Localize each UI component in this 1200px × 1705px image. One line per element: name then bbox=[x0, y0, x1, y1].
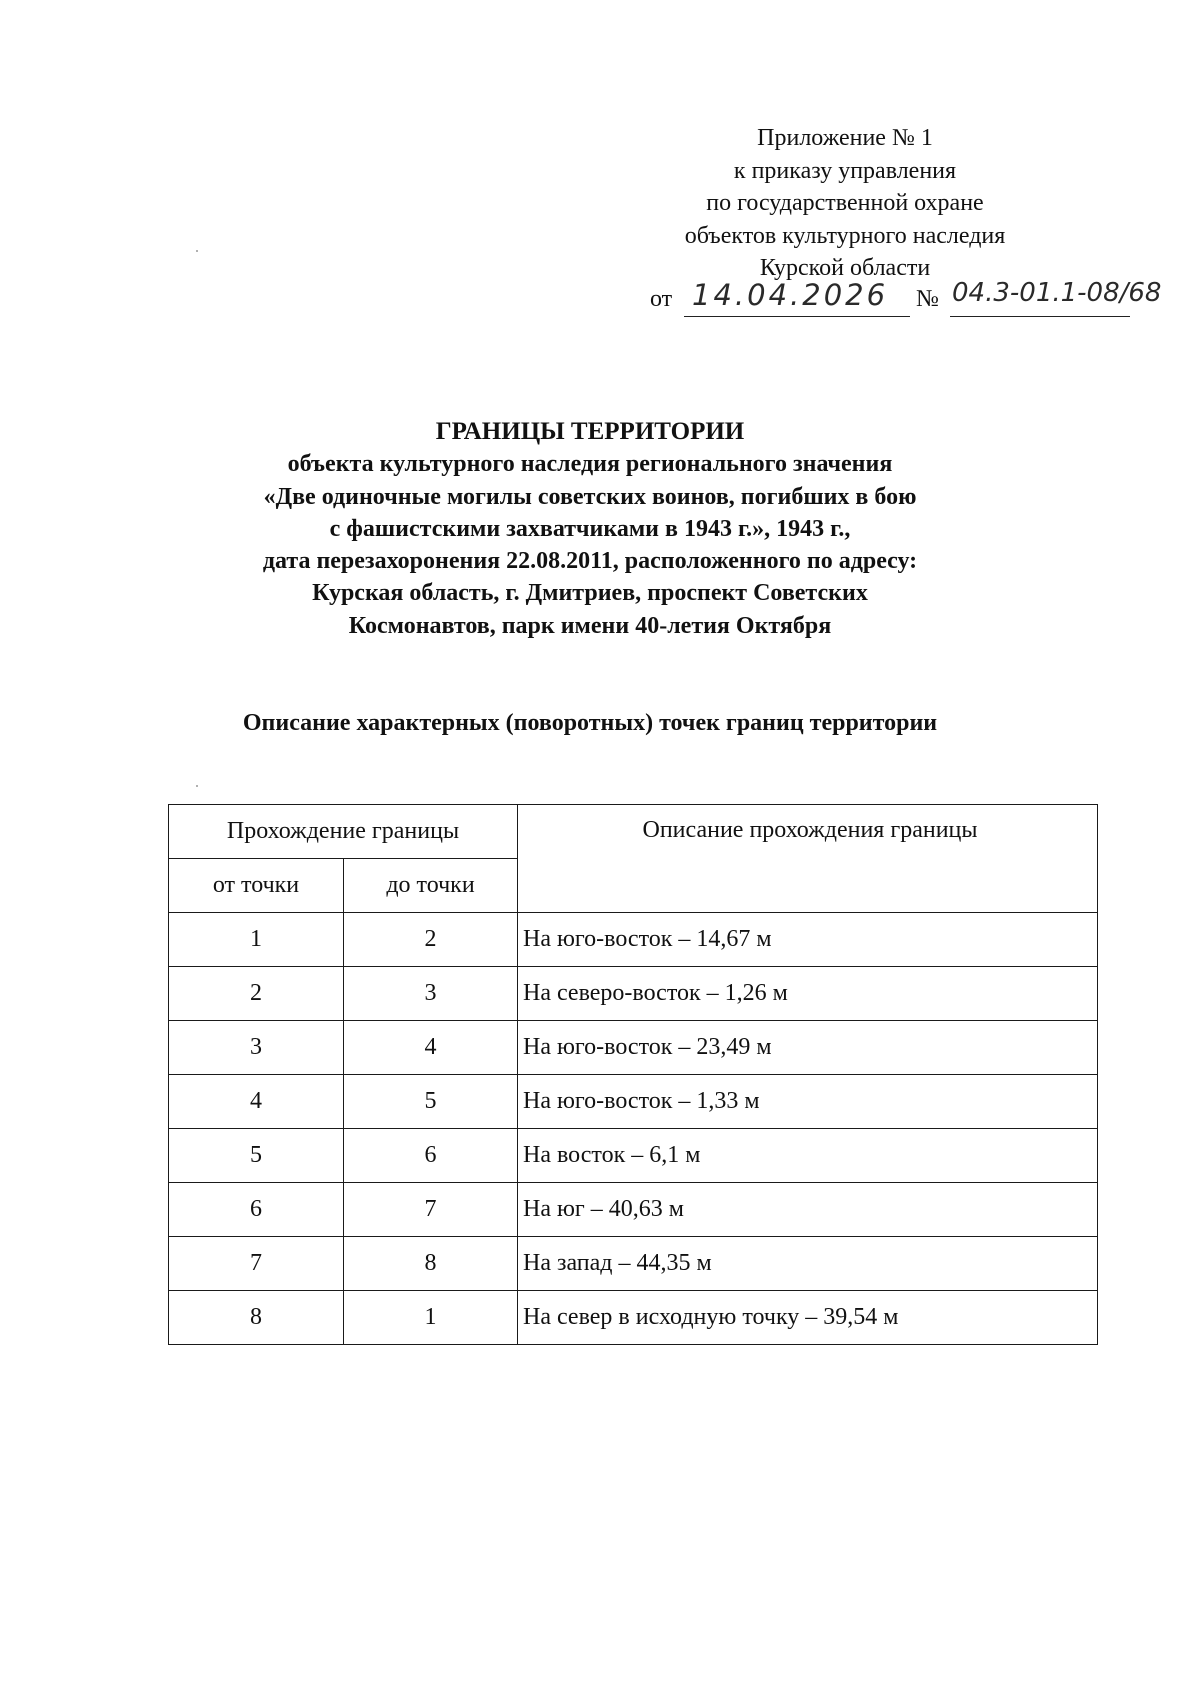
from-point-cell: 1 bbox=[169, 913, 344, 967]
boundary-passage-header: Прохождение границы bbox=[169, 805, 518, 859]
appendix-line: к приказу управления bbox=[733, 157, 957, 184]
order-date-number-line bbox=[650, 278, 1170, 322]
to-point-cell: 1 bbox=[344, 1291, 518, 1345]
description-cell: На восток – 6,1 м bbox=[518, 1129, 1098, 1183]
table-row bbox=[169, 1237, 1098, 1291]
from-point-cell: 5 bbox=[169, 1129, 344, 1183]
from-point-header: от точки bbox=[169, 859, 344, 913]
boundary-points-table bbox=[168, 804, 1098, 1345]
title-line: Космонавтов, парк имени 40-летия Октября bbox=[348, 612, 832, 639]
number-underline bbox=[950, 316, 1130, 317]
title-line: дата перезахоронения 22.08.2011, расположенного по адресу: bbox=[262, 548, 918, 575]
table-row bbox=[169, 1291, 1098, 1345]
to-point-cell: 2 bbox=[344, 913, 518, 967]
section-subheading: Описание характерных (поворотных) точек границ территории bbox=[242, 710, 938, 736]
title-main: ГРАНИЦЫ ТЕРРИТОРИИ bbox=[435, 418, 745, 445]
date-underline bbox=[684, 316, 910, 317]
to-point-cell: 6 bbox=[344, 1129, 518, 1183]
description-cell: На юго-восток – 1,33 м bbox=[518, 1075, 1098, 1129]
title-line: с фашистскими захватчиками в 1943 г.», 1943 г., bbox=[329, 515, 851, 542]
description-cell: На северо-восток – 1,26 м bbox=[518, 967, 1098, 1021]
from-point-cell: 2 bbox=[169, 967, 344, 1021]
appendix-line: Курской области bbox=[759, 255, 931, 281]
title-line: объекта культурного наследия регионального значения bbox=[287, 451, 893, 478]
date-prefix: от bbox=[650, 286, 673, 312]
from-point-cell: 4 bbox=[169, 1075, 344, 1129]
title-line: Курская область, г. Дмитриев, проспект Советских bbox=[312, 580, 868, 607]
table-row bbox=[169, 1021, 1098, 1075]
document-title bbox=[150, 416, 1030, 642]
scan-speck bbox=[196, 250, 198, 252]
handwritten-date: 14.04.2026 bbox=[692, 278, 889, 312]
table-row bbox=[169, 1183, 1098, 1237]
appendix-block bbox=[620, 122, 1070, 285]
description-cell: На юго-восток – 14,67 м bbox=[518, 913, 1098, 967]
to-point-cell: 7 bbox=[344, 1183, 518, 1237]
table-row bbox=[169, 967, 1098, 1021]
description-cell: На юг – 40,63 м bbox=[518, 1183, 1098, 1237]
handwritten-number: 04.3-01.1-08/68 bbox=[952, 278, 1162, 308]
from-point-cell: 6 bbox=[169, 1183, 344, 1237]
to-point-cell: 4 bbox=[344, 1021, 518, 1075]
from-point-cell: 8 bbox=[169, 1291, 344, 1345]
appendix-line: по государственной охране bbox=[706, 190, 984, 216]
to-point-header: до точки bbox=[344, 859, 518, 913]
table-row bbox=[169, 913, 1098, 967]
from-point-cell: 7 bbox=[169, 1237, 344, 1291]
table-row bbox=[169, 1075, 1098, 1129]
to-point-cell: 3 bbox=[344, 967, 518, 1021]
title-line: «Две одиночные могилы советских воинов, погибших в бою bbox=[263, 483, 917, 510]
from-point-cell: 3 bbox=[169, 1021, 344, 1075]
description-cell: На юго-восток – 23,49 м bbox=[518, 1021, 1098, 1075]
to-point-cell: 5 bbox=[344, 1075, 518, 1129]
scan-speck bbox=[196, 785, 198, 787]
table-row bbox=[169, 1129, 1098, 1183]
appendix-line: объектов культурного наследия bbox=[684, 222, 1006, 249]
description-cell: На север в исходную точку – 39,54 м bbox=[518, 1291, 1098, 1345]
description-cell: На запад – 44,35 м bbox=[518, 1237, 1098, 1291]
appendix-line: Приложение № 1 bbox=[757, 125, 933, 151]
number-prefix: № bbox=[916, 286, 939, 312]
to-point-cell: 8 bbox=[344, 1237, 518, 1291]
description-header: Описание прохождения границы bbox=[518, 805, 1098, 913]
